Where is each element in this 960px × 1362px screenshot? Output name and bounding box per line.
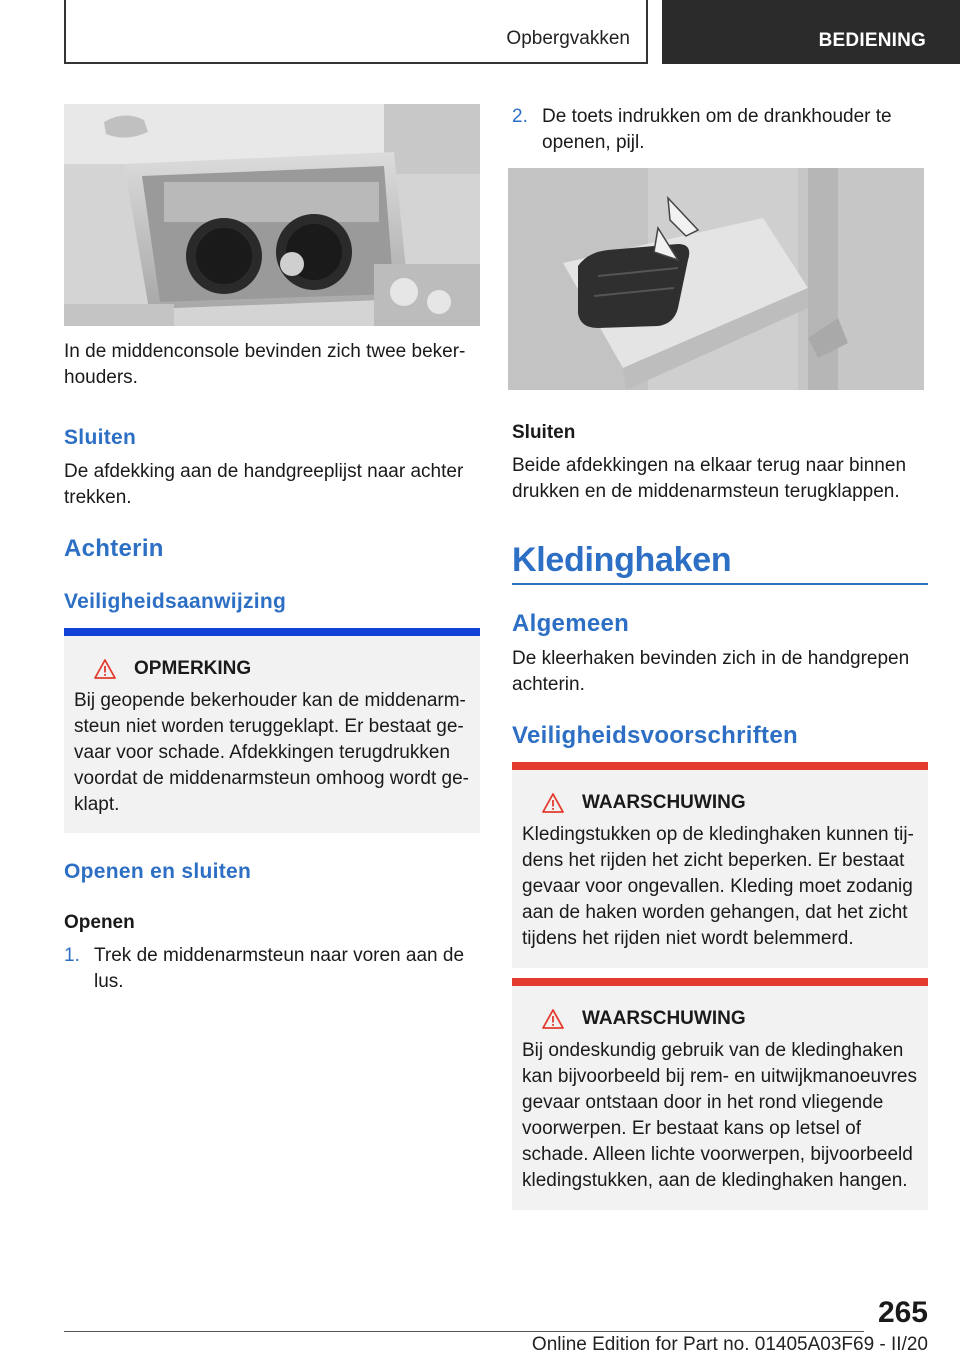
opmerking-notice-header [94, 658, 470, 680]
step-2 [512, 104, 928, 156]
openen-heading: Openen [64, 912, 135, 933]
footer-rule [64, 1331, 864, 1332]
kledinghaken-heading: Kledinghaken [512, 541, 732, 579]
step-2-number: 2. [512, 106, 528, 127]
armrest-illustration [508, 168, 924, 390]
cupholder-image [64, 104, 480, 326]
warning-1-notice [512, 762, 928, 968]
page-number: 265 [877, 1296, 928, 1329]
veiligheid-heading: Veiligheidsaanwijzing [64, 590, 287, 613]
right-sluiten-text: Beide afdekkingen na elkaar terug naar binnen drukken en de middenarmsteun terugklappen. [512, 455, 907, 502]
step-1 [64, 943, 480, 995]
warning-2-notice [512, 978, 928, 1210]
warning-triangle-icon [542, 793, 564, 813]
cupholder-illustration [64, 104, 480, 326]
achterin-heading: Achterin [64, 535, 164, 562]
right-sluiten-heading: Sluiten [512, 422, 576, 443]
warning-1-text: Kledingstukken op de kledinghaken kunnen tij- dens het rijden het zicht beperken. Er bestaat gevaar voor ongevallen. Kleding moet zodanig aan de haken worden gehangen, dat het zicht tijdens het rijden niet wordt belemmerd. [522, 824, 914, 949]
header-chapter-box [662, 0, 960, 64]
step-2-text: De toets indrukken om de drankhouder te openen, pijl. [542, 106, 892, 153]
step-1-text: Trek de middenarmsteun naar voren aan de lus. [94, 945, 465, 992]
armrest-image [508, 168, 924, 390]
footer-edition: Online Edition for Part no. 01405A03F69 - II/20 [531, 1334, 928, 1355]
warning-triangle-icon [542, 1009, 564, 1029]
warning-2-label: WAARSCHUWING [582, 1008, 746, 1029]
header-section-title: Opbergvakken [506, 28, 630, 49]
opmerking-label: OPMERKING [134, 658, 252, 679]
voorschriften-heading: Veiligheidsvoorschriften [512, 722, 798, 749]
step-1-number: 1. [64, 945, 80, 966]
header-chapter-title: BEDIENING [818, 30, 926, 51]
openen-sluiten-heading: Openen en sluiten [64, 860, 252, 883]
sluiten-text: De afdekking aan de handgreeplijst naar achter trekken. [64, 461, 464, 508]
algemeen-heading: Algemeen [512, 610, 630, 637]
warning-2-text: Bij ondeskundig gebruik van de kledinghaken kan bijvoorbeeld bij rem- en uitwijkmanoeuvres gevaar ontstaan door in het rond vliegende voorwerpen. Er bestaat kans op letsel of schade. Alleen lichte voorwerpen, bijvoorbeeld kledingstukken, aan de kledinghaken hangen. [522, 1040, 917, 1191]
opmerking-notice [64, 628, 480, 833]
header-section-box [64, 0, 648, 64]
intro-text: In de middenconsole bevinden zich twee beker- houders. [64, 341, 466, 388]
algemeen-text: De kleerhaken bevinden zich in de handgrepen achterin. [512, 648, 910, 695]
kledinghaken-rule [512, 583, 928, 585]
sluiten-heading: Sluiten [64, 426, 137, 449]
warning-1-header [542, 792, 918, 814]
warning-1-label: WAARSCHUWING [582, 792, 746, 813]
warning-triangle-icon [94, 659, 116, 679]
opmerking-text: Bij geopende bekerhouder kan de middenarm- steun niet worden teruggeklapt. Er bestaat ge- vaar voor schade. Afdekkingen terugdrukken voordat de middenarmsteun omhoog wordt ge- klapt. [74, 690, 470, 815]
warning-2-header [542, 1008, 918, 1030]
